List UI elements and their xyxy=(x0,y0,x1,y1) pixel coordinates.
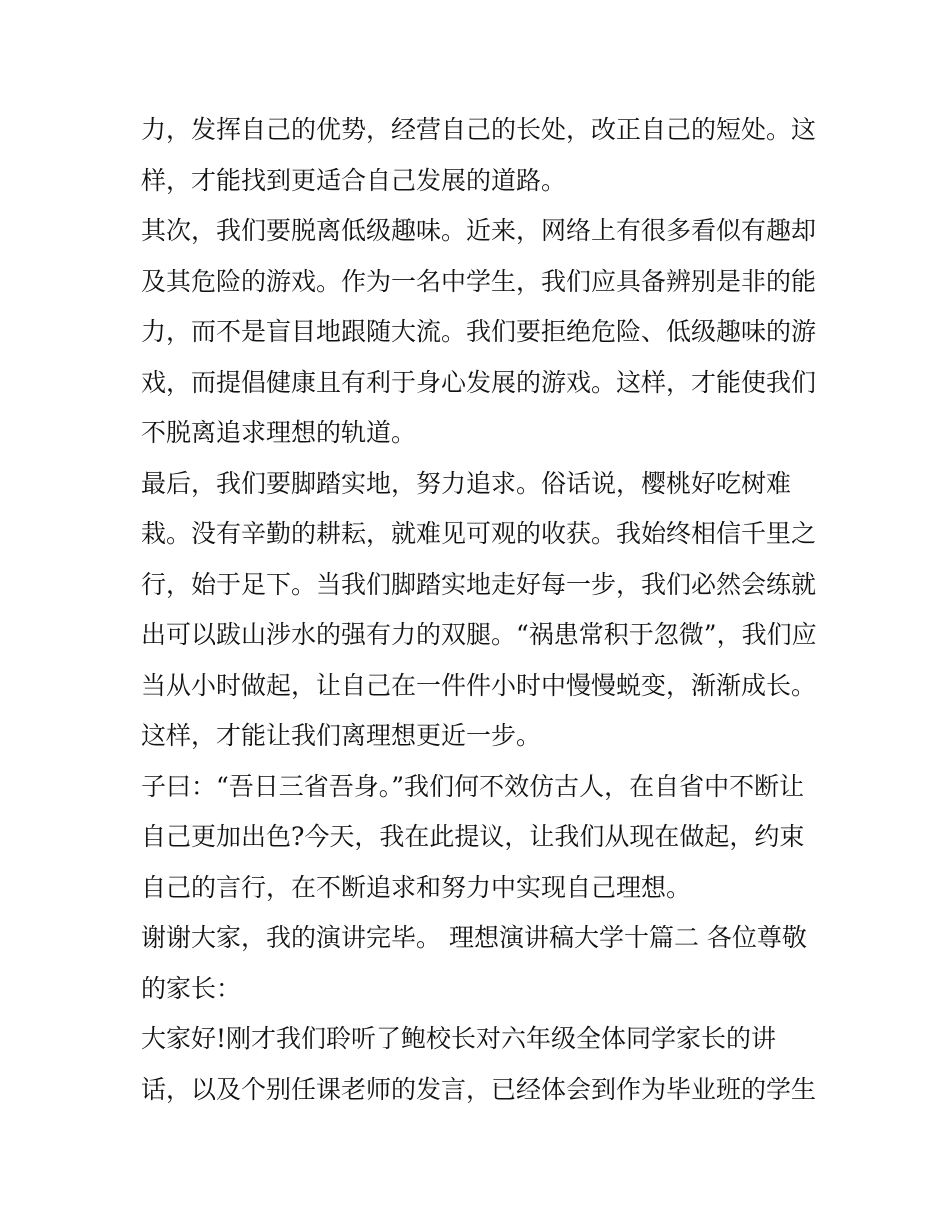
text-line: 栽。没有辛勤的耕耘，就难见可观的收获。我始终相信千里之 xyxy=(141,519,817,548)
text-line: 话，以及个别任课老师的发言，已经体会到作为毕业班的学生 xyxy=(141,1075,817,1104)
text-line: 样，才能找到更适合自己发展的道路。 xyxy=(141,166,567,195)
text-line: 不脱离追求理想的轨道。 xyxy=(141,418,417,447)
text-line: 谢谢大家，我的演讲完毕。 理想演讲稿大学十篇二 各位尊敬 xyxy=(141,923,807,952)
text-line: 子曰：“吾日三省吾身。”我们何不效仿古人，在自省中不断让 xyxy=(141,772,805,801)
text-line: 其次，我们要脱离低级趣味。近来，网络上有很多看似有趣却 xyxy=(141,216,817,245)
text-line: 当从小时做起，让自己在一件件小时中慢慢蜕变，渐渐成长。 xyxy=(141,671,817,700)
text-line: 及其危险的游戏。作为一名中学生，我们应具备辨别是非的能 xyxy=(141,267,817,296)
text-line: 行，始于足下。当我们脚踏实地走好每一步，我们必然会练就 xyxy=(141,570,817,599)
text-line: 的家长： xyxy=(141,974,242,1003)
text-line: 自己的言行，在不断追求和努力中实现自己理想。 xyxy=(141,873,692,902)
text-line: 戏，而提倡健康且有利于身心发展的游戏。这样，才能使我们 xyxy=(141,368,817,397)
text-line: 力，而不是盲目地跟随大流。我们要拒绝危险、低级趣味的游 xyxy=(141,317,817,346)
text-line: 出可以跋山涉水的强有力的双腿。“祸患常积于忽微”，我们应 xyxy=(141,620,817,649)
text-line: 这样，才能让我们离理想更近一步。 xyxy=(141,721,542,750)
text-line: 自己更加出色?今天，我在此提议，让我们从现在做起，约束 xyxy=(141,822,805,851)
text-line: 力，发挥自己的优势，经营自己的长处，改正自己的短处。这 xyxy=(141,115,817,144)
text-line: 最后，我们要脚踏实地，努力追求。俗话说，樱桃好吃树难 xyxy=(141,469,792,498)
text-line: 大家好!刚才我们聆听了鲍校长对六年级全体同学家长的讲 xyxy=(141,1024,777,1053)
